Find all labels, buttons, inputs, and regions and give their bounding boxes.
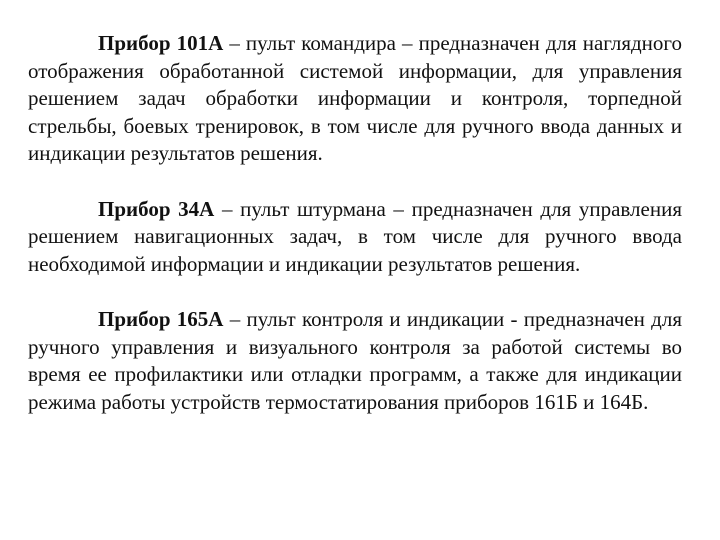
paragraph-device-165a xyxy=(28,306,682,416)
device-term-165a: Прибор 165А xyxy=(98,307,224,331)
device-description-101a: – пульт командира – предназначен для наглядного отображения обработанной системой информации, для управления решением задач обработки информации и контроля, торпедной стрельбы, боевых тренировок, в том числе для ручного ввода данных и индикации результатов решения. xyxy=(28,31,682,165)
document-body xyxy=(28,30,682,444)
device-term-34a: Прибор 34А xyxy=(98,196,215,221)
device-description-165a: – пульт контроля и индикации - предназначен для ручного управления и визуального контроля за работой системы во время ее профилактики или отладки программ, а также для индикации режима работы устройств термостатирования приборов 161Б и 164Б. xyxy=(28,307,682,414)
device-term-101a: Прибор 101А xyxy=(98,31,224,55)
paragraph-device-101a xyxy=(28,30,682,168)
paragraph-device-34a xyxy=(28,196,682,279)
device-description-34a: – пульт штурмана – предназначен для управления решением навигационных задач, в том числе для ручного ввода необходимой информации и индикации результатов решения. xyxy=(28,196,682,276)
